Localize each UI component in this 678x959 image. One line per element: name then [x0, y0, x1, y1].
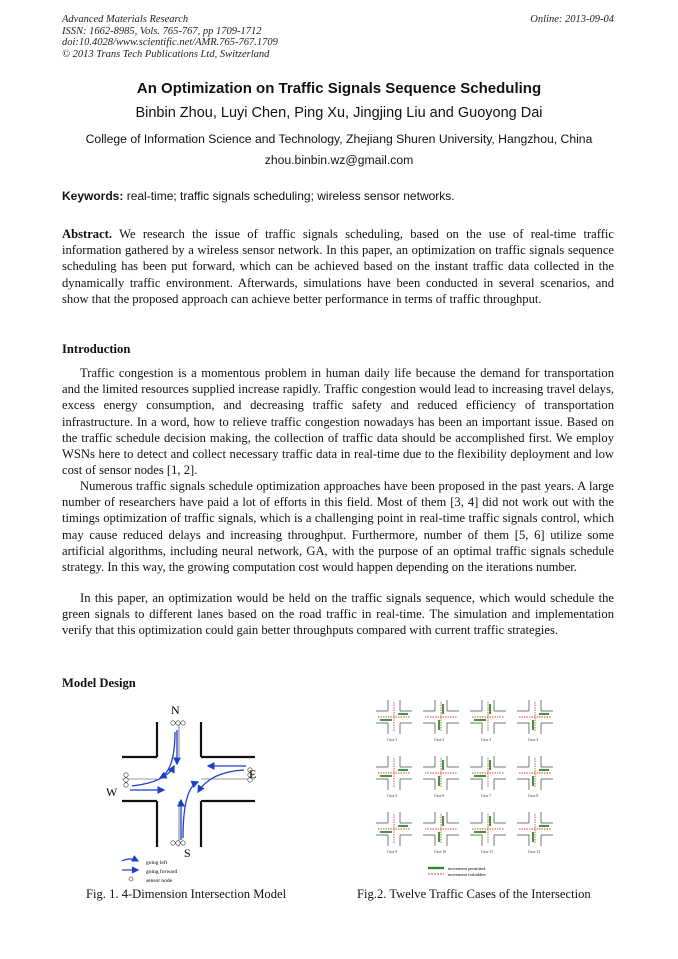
introduction-heading: Introduction: [62, 342, 131, 356]
label-west: W: [106, 785, 118, 799]
journal-name: Advanced Materials Research: [62, 14, 189, 25]
legend-permitted: movement permitted: [448, 866, 486, 871]
case-label: Case 9: [387, 850, 398, 854]
model-design-heading: Model Design: [62, 676, 136, 690]
figure-1-intersection: [100, 700, 270, 885]
figure-2-caption: Fig.2. Twelve Traffic Cases of the Intersection: [357, 887, 591, 901]
cases-grid: [376, 700, 553, 854]
case-label: Case 7: [481, 794, 492, 798]
traffic-case: [470, 812, 506, 854]
traffic-case: [517, 812, 553, 854]
case-label: Case 10: [434, 850, 447, 854]
legend-going-left: going left: [146, 860, 168, 866]
label-south: S: [184, 846, 191, 860]
label-north: N: [171, 703, 180, 717]
case-label: Case 5: [387, 794, 398, 798]
traffic-case: [376, 812, 412, 854]
online-date: Online: 2013-09-04: [530, 14, 614, 25]
paper-title: An Optimization on Traffic Signals Sequence Scheduling: [136, 80, 542, 97]
keywords-text: real-time; traffic signals scheduling; wireless sensor networks.: [126, 189, 455, 203]
case-label: Case 6: [434, 794, 445, 798]
intro-paragraph-1: Traffic congestion is a momentous problem in human daily life because the demand for transportation and the limited resources supplied increase rapidly. Traffic congestion would lead to increasing travel delays, excess energy consumption, and decreasing traffic safety and reduced efficiency of transportation infrastructure. In a word, how to relieve traffic congestion nowadays has been an important issue. Based on the traffic schedule decision making, the collection of traffic data should be accomplished first. We employ WSNs here to detect and collect necessary traffic data in real-time due to the flexibility deployment and low cost of sensor nodes [1, 2].: [62, 366, 614, 478]
case-label: Case 1: [387, 738, 398, 742]
case-label: Case 8: [528, 794, 539, 798]
traffic-case: [376, 756, 412, 798]
traffic-case: [376, 700, 412, 742]
figure-2-traffic-cases: [372, 694, 556, 877]
case-label: Case 2: [434, 738, 445, 742]
figure-1-legend: [122, 859, 178, 884]
sensor-nodes: [124, 721, 252, 845]
author-list: Binbin Zhou, Luyi Chen, Ping Xu, Jingjing Liu and Guoyong Dai: [135, 105, 543, 121]
case-label: Case 3: [481, 738, 492, 742]
label-east: E: [249, 767, 257, 781]
traffic-case: [470, 700, 506, 742]
figure-2-legend: [428, 866, 486, 877]
abstract-label: Abstract.: [62, 227, 113, 241]
legend-forbidden: movement forbidden: [448, 872, 486, 877]
intro-paragraph-2: Numerous traffic signals schedule optimization approaches have been proposed in the past years. A large number of researchers have paid a lot of efforts in this field. Most of them [3, 4] did not work out with the timings optimization of traffic signals, which is a challenging point in real-time traffic signals control, which may cause reduced delays and increasing throughput. Furthermore, number of them [5, 6] utilize some artificial algorithms, including neural network, GA, with the purpose of an optimal traffic signals schedule strategy. In this way, the growing computation cost would happen depending on the iterations number.: [62, 479, 614, 575]
doi-line: doi:10.4028/www.scientific.net/AMR.765-767.1709: [62, 37, 278, 49]
traffic-case: [517, 756, 553, 798]
abstract-text: We research the issue of traffic signals scheduling, based on the use of real-time traffic information gathered by a wireless sensor network. In this paper, an optimization on traffic signals sequence scheduling has been put forward, which can be achieved based on the instant traffic data collected in the dynamically traffic environment. Afterwards, simulations have been conducted in several scenarios, and show that the proposed approach can achieve better performance in terms of traffic throughput.: [62, 227, 614, 306]
traffic-case: [470, 756, 506, 798]
keywords-label: Keywords:: [62, 189, 124, 203]
traffic-case: [517, 700, 553, 742]
journal-header: [62, 14, 278, 60]
copyright-line: © 2013 Trans Tech Publications Ltd, Switzerland: [62, 48, 270, 60]
figure-1-caption: Fig. 1. 4-Dimension Intersection Model: [86, 887, 287, 901]
abstract: [62, 226, 614, 307]
traffic-case: [423, 700, 459, 742]
traffic-arrows: [130, 730, 246, 840]
issn-line: ISSN: 1662-8985, Vols. 765-767, pp 1709-1712: [62, 25, 262, 37]
case-label: Case 11: [481, 850, 493, 854]
affiliation: College of Information Science and Technology, Zhejiang Shuren University, Hangzhou, China: [85, 132, 593, 146]
case-label: Case 4: [528, 738, 539, 742]
traffic-case: [423, 756, 459, 798]
legend-going-forward: going forward: [146, 869, 178, 875]
intro-paragraph-3: In this paper, an optimization would be held on the traffic signals sequence, which would schedule the green signals to different lanes based on the road traffic in real-time. The simulation and implementation verify that this optimization could gain better throughputs compared with current traffic strategies.: [62, 591, 614, 638]
author-email[interactable]: zhou.binbin.wz@gmail.com: [264, 153, 414, 167]
traffic-case: [423, 812, 459, 854]
legend-sensor-node: sensor node: [146, 878, 173, 884]
case-label: Case 12: [528, 850, 541, 854]
keywords: [62, 189, 614, 203]
